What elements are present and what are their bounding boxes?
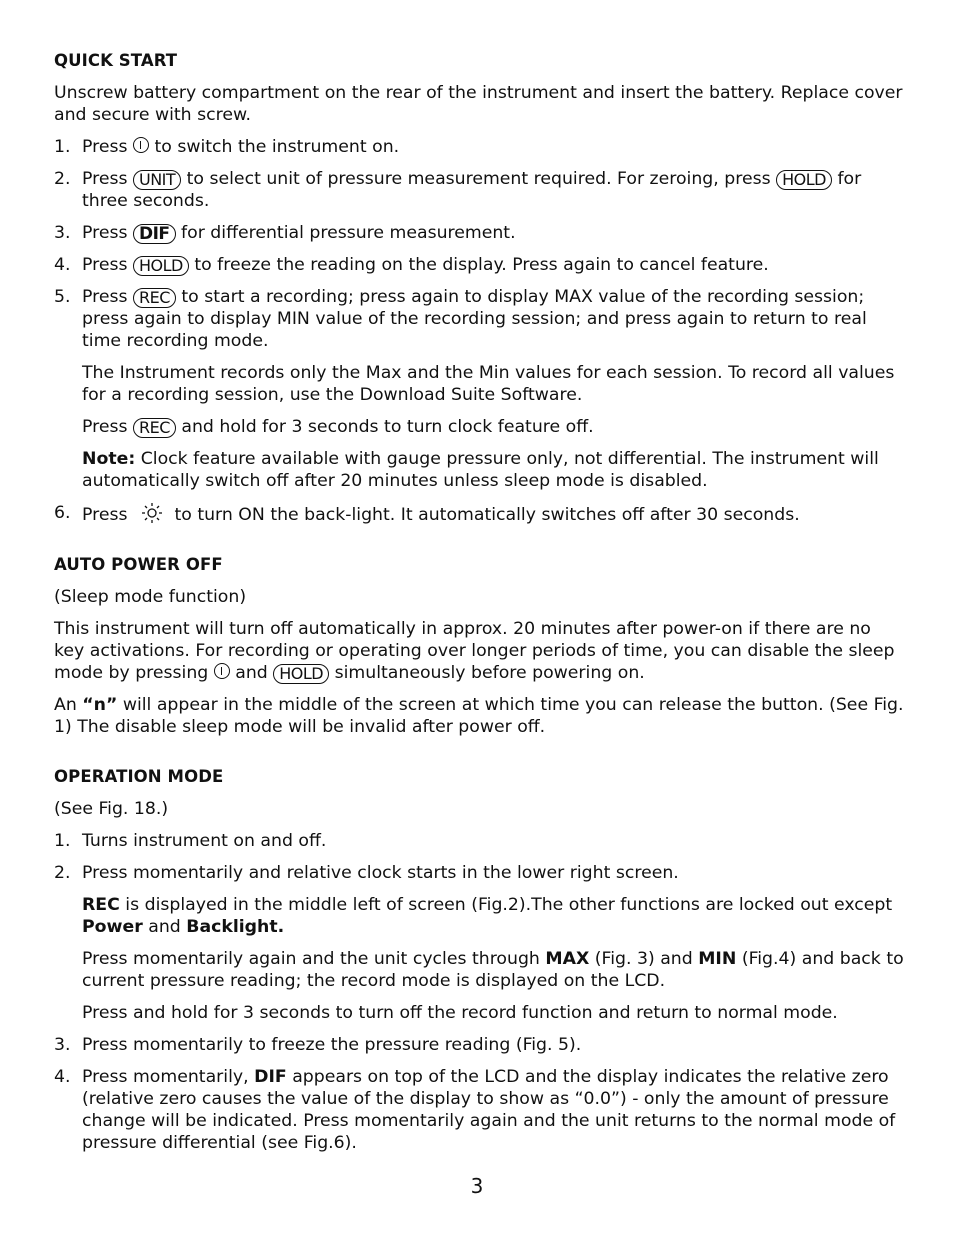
list-item: [54, 168, 904, 212]
dif-key-icon: DIF: [133, 224, 176, 244]
item-number: 3.: [54, 1035, 71, 1055]
hold-record-paragraph: Press and hold for 3 seconds to turn off the record function and return to normal mode.: [82, 1003, 838, 1023]
item-text: to freeze the reading on the display. Press again to cancel feature.: [194, 255, 769, 275]
rec-key-icon: REC: [133, 418, 176, 438]
item-number: 5.: [54, 287, 71, 307]
item-number: 2.: [54, 863, 71, 883]
unit-key-icon: UNIT: [133, 170, 181, 190]
list-item: [54, 502, 904, 526]
item-text: Press momentarily to freeze the pressure reading (Fig. 5).: [82, 1035, 582, 1055]
list-item: [54, 136, 904, 158]
power-icon: [133, 137, 149, 153]
sleep-mode-subheading: (Sleep mode function): [54, 587, 247, 607]
item-text: to turn ON the back-light. It automatically switches off after 30 seconds.: [174, 505, 800, 525]
rec-paragraph: REC is displayed in the middle left of screen (Fig.2).The other functions are locked out except Power and Backlight.: [82, 895, 893, 937]
item-text: Press: [82, 255, 128, 275]
list-item: [54, 222, 904, 244]
max-min-paragraph: Press momentarily again and the unit cycles through MAX (Fig. 3) and MIN (Fig.4) and back to current pressure reading; the record mode is displayed on the LCD.: [82, 949, 904, 991]
item-text: Press: [82, 223, 128, 243]
list-item: [54, 254, 904, 276]
item-text: to select unit of pressure measurement required. For zeroing, press: [186, 169, 771, 189]
item-number: 3.: [54, 223, 71, 243]
auto-power-off-paragraph: This instrument will turn off automatically in approx. 20 minutes after power-on if there are no key activations. For recording or operating over longer periods of time, you can disable the sleep mode by pressing and HOLD simultaneously before powering on.: [54, 619, 895, 683]
item-number: 1.: [54, 831, 71, 851]
quick-start-heading: QUICK START: [54, 51, 178, 70]
operation-mode-heading: OPERATION MODE: [54, 767, 224, 786]
item-text: Press: [82, 169, 128, 189]
item-text: for three seconds.: [82, 169, 862, 211]
item5-paragraph: The Instrument records only the Max and the Min values for each session. To record all values for a recording session, use the Download Suite Software.: [82, 363, 895, 405]
operation-mode-list: [54, 830, 904, 1154]
hold-key-icon: HOLD: [273, 664, 329, 684]
item-text: for differential pressure measurement.: [181, 223, 516, 243]
backlight-sun-icon: [141, 502, 163, 524]
power-icon: [214, 663, 230, 679]
item-text: Press: [82, 137, 128, 157]
operation-mode-subheading: (See Fig. 18.): [54, 799, 169, 819]
item-text: Press: [82, 505, 128, 525]
hold-key-icon: HOLD: [776, 170, 832, 190]
quick-start-list: [54, 136, 904, 526]
note-paragraph: Note: Clock feature available with gauge pressure only, not differential. The instrument will automatically switch off after 20 minutes unless sleep mode is disabled.: [82, 449, 879, 491]
item-text: Press momentarily and relative clock starts in the lower right screen.: [82, 863, 679, 883]
item-number: 4.: [54, 1067, 71, 1087]
item-number: 2.: [54, 169, 71, 189]
note-label: Note:: [82, 449, 136, 469]
item-text: to start a recording; press again to display MAX value of the recording session; press again to display MIN value of the recording session; and press again to return to real time recording mode.: [82, 287, 867, 351]
auto-power-off-heading: AUTO POWER OFF: [54, 555, 223, 574]
list-item: [54, 286, 904, 352]
item5-rec-paragraph: Press REC and hold for 3 seconds to turn clock feature off.: [82, 417, 594, 437]
manual-page: [54, 50, 904, 1164]
rec-key-icon: REC: [133, 288, 176, 308]
item-text: Press: [82, 287, 128, 307]
item-number: 1.: [54, 137, 71, 157]
item-number: 4.: [54, 255, 71, 275]
list-item: [54, 1034, 904, 1056]
quick-start-intro: Unscrew battery compartment on the rear of the instrument and insert the battery. Replace cover and secure with screw.: [54, 83, 903, 125]
item-number: 6.: [54, 503, 71, 523]
page-number: 3: [470, 1174, 484, 1198]
item-text: Turns instrument on and off.: [82, 831, 327, 851]
list-item: [54, 1066, 904, 1154]
item-text: Press momentarily, DIF appears on top of the LCD and the display indicates the relative zero (relative zero causes the value of the display to show as “0.0”) - only the amount of pressure change will be indicated. Press momentarily again and the unit returns to the normal mode of pressure differential (see Fig.6).: [82, 1067, 896, 1153]
n-indicator-paragraph: An “n” will appear in the middle of the screen at which time you can release the button. (See Fig. 1) The disable sleep mode will be invalid after power off.: [54, 695, 904, 737]
item-text: to switch the instrument on.: [154, 137, 400, 157]
hold-key-icon: HOLD: [133, 256, 189, 276]
list-item: [54, 862, 904, 884]
list-item: [54, 830, 904, 852]
